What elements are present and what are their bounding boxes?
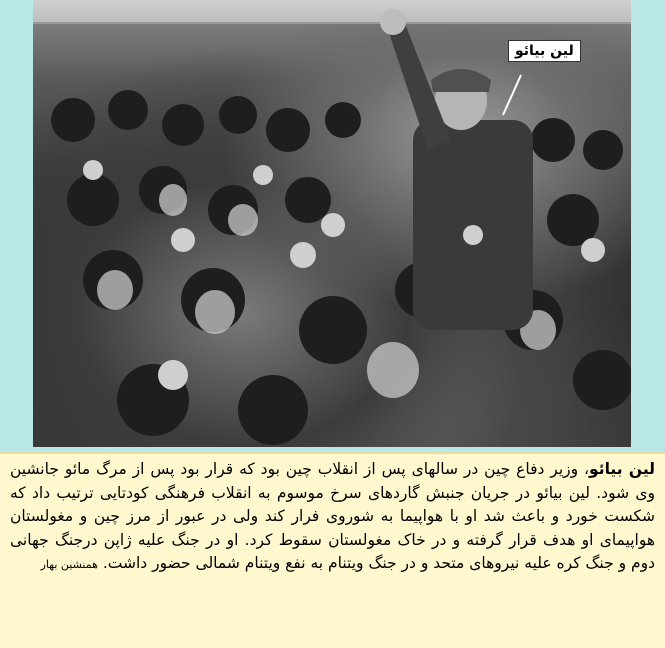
person-label: لین بیائو bbox=[508, 40, 581, 62]
protest-photo bbox=[33, 0, 631, 447]
caption-credit: همنشین بهار bbox=[40, 558, 98, 571]
caption-panel bbox=[0, 452, 665, 648]
caption-text: ، وزیر دفاع چین در سالهای پس از انقلاب چین بود که قرار بود پس از مرگ مائو جانشین وی شود. لین بیائو در جریان جنبش گاردهای سرخ موسوم به انقلاب فرهنگی کودتایی ترتیب داد که شکست خورد و باعث شد او با هواپیما به شوروی فرار کند ولی در عبور از مرز چین و مغولستان هواپیمای او هدف قرار گرفته و در خاک مغولستان سقوط کرد. او در جنگ علیه ژاپن درجنگ جهانی دوم و جنگ کره علیه نیروهای متحد و در جنگ ویتنام به نفع ویتنام شمالی حضور داشت. bbox=[10, 460, 655, 572]
crowd-figure bbox=[33, 0, 631, 447]
caption-name: لین بیائو bbox=[589, 460, 655, 478]
